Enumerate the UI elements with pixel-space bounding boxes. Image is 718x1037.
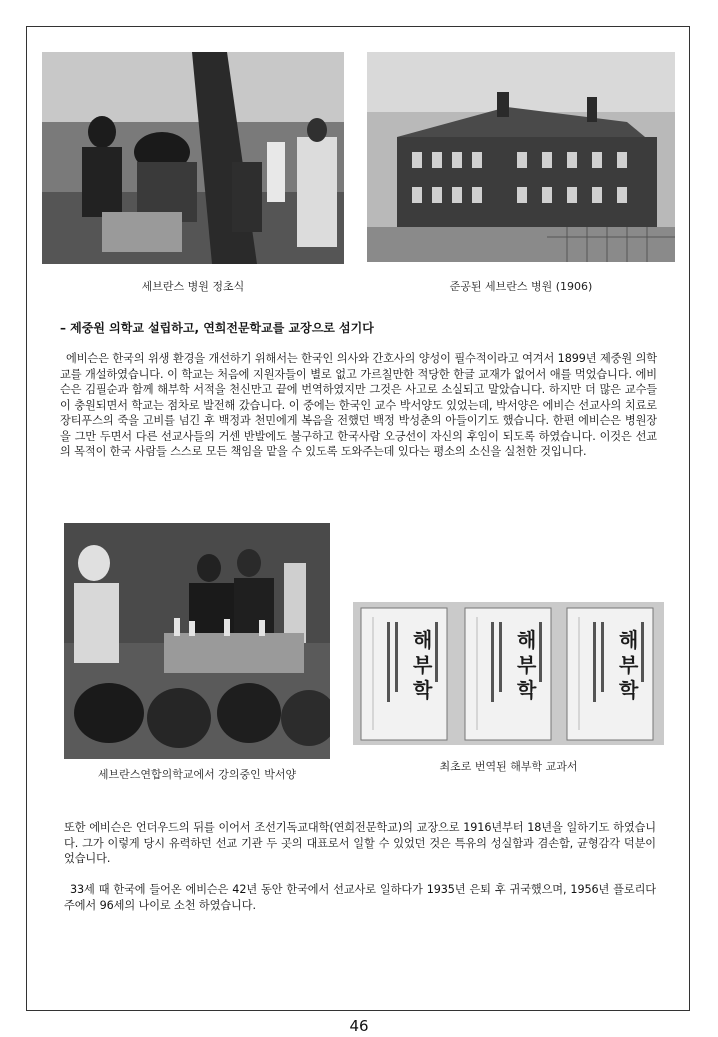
page-number: 46 — [349, 1017, 369, 1035]
cornerstone-ceremony-photo — [42, 52, 344, 264]
anatomy-textbooks-caption: 최초로 번역된 해부학 교과서 — [439, 760, 578, 773]
svg-text:학: 학 — [619, 678, 639, 702]
cornerstone-ceremony-caption: 세브란스 병원 정초식 — [141, 280, 245, 293]
svg-text:해: 해 — [517, 628, 537, 652]
svg-text:부: 부 — [413, 653, 433, 677]
lecture-photo — [64, 523, 330, 759]
svg-text:해: 해 — [619, 628, 639, 652]
svg-text:학: 학 — [517, 678, 537, 702]
completed-hospital-caption: 준공된 세브란스 병원 (1906) — [449, 280, 593, 293]
anatomy-textbooks-photo — [353, 602, 664, 745]
paragraph-2: 또한 에비슨은 언더우드의 뒤를 이어서 조선기독교대학(연희전문학교)의 교장으로 1916년부터 18년을 일하기도 하였습니다. 그가 이렇게 당시 유력하던 선교 기관 두 곳의 대표로서 일할 수 있었던 것은 특유의 성실함과 겸손함, 균형감각 덕분이었습니다. — [64, 821, 656, 865]
svg-text:부: 부 — [619, 653, 639, 677]
lecture-caption: 세브란스연합의학교에서 강의중인 박서양 — [97, 768, 297, 781]
paragraph-1: 에비슨은 한국의 위생 환경을 개선하기 위해서는 한국인 의사와 간호사의 양성이 필수적이라고 여겨서 1899년 제중원 의학교를 개설하였습니다. 이 학교는 처음에 지원자들이 별로 없고 가르칠만한 적당한 한글 교재가 없어서 애를 먹었습니다. 에비슨은 김필순과 함께 해부학 서적을 천신만고 끝에 번역하였지만 그것은 사고로 소실되고 말았습니다. 하지만 더 많은 교수들이 충원되면서 학교는 점차로 발전해 갔습니다. 이 중에는 한국인 교수 박서양도 있었는데, 박서양은 에비슨 선교사의 치료로 장티푸스의 죽을 고비를 넘긴 후 백정과 천민에게 복음을 전했던 백정 박성춘의 아들이기도 했습니다. 한편 에비슨은 병원장을 그만 두면서 다른 선교사들의 거센 반발에도 불구하고 한국사람 오긍선이 자신의 후임이 되도록 하였습니다. 이것은 선교의 목적이 한국 사람들 스스로 모든 책임을 맡을 수 있도록 도와주는데 있다는 평소의 소신을 실천한 것입니다. — [60, 352, 657, 458]
svg-text:부: 부 — [517, 653, 537, 677]
svg-text:학: 학 — [413, 678, 433, 702]
paragraph-3: 33세 때 한국에 들어온 에비슨은 42년 동안 한국에서 선교사로 일하다가 1935년 은퇴 후 귀국했으며, 1956년 플로리다 주에서 96세의 나이로 소천 하였습니다. — [64, 883, 656, 912]
completed-hospital-photo — [367, 52, 675, 262]
textbook-1-title-glyph-1: 해 — [413, 628, 433, 652]
section-heading: – 제중원 의학교 설립하고, 연희전문학교를 교장으로 섬기다 — [60, 321, 374, 335]
